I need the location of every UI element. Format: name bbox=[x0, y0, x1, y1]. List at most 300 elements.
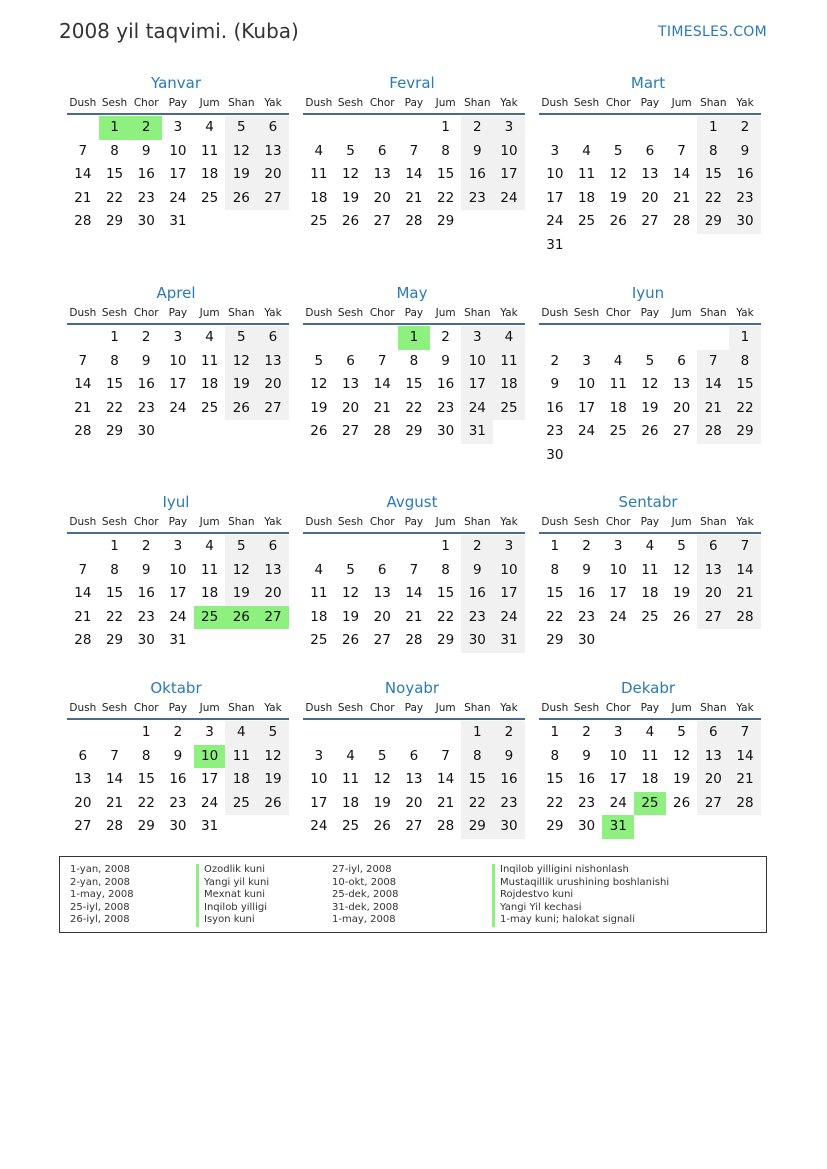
day-cell: 8 bbox=[110, 352, 119, 369]
day-cell: 10 bbox=[169, 561, 187, 578]
month-may bbox=[303, 282, 525, 444]
day-cell: 5 bbox=[257, 721, 289, 745]
day-cell: 19 bbox=[673, 771, 691, 787]
day-cell: 4 bbox=[346, 747, 355, 764]
weekday-label: Shan bbox=[464, 97, 491, 109]
weekday-label: Pay bbox=[404, 702, 424, 714]
legend-date: 27-iyl, 2008 bbox=[332, 864, 392, 875]
day-cell: 9 bbox=[173, 747, 183, 764]
weekday-label: Jum bbox=[671, 307, 692, 319]
day-cell: 26 bbox=[673, 794, 691, 811]
day-cell: 10 bbox=[609, 561, 627, 578]
day-cell: 22 bbox=[105, 399, 124, 416]
day-cell: 11 bbox=[577, 166, 596, 182]
day-cell: 22 bbox=[729, 397, 761, 421]
weekday-label: Jum bbox=[199, 97, 220, 109]
day-cell: 12 bbox=[225, 140, 257, 164]
weekday-label: Yak bbox=[500, 516, 518, 528]
day-cell: 14 bbox=[74, 376, 92, 392]
day-cell: 21 bbox=[405, 608, 423, 625]
day-cell: 31 bbox=[169, 213, 187, 229]
weekday-header bbox=[539, 94, 761, 115]
empty-cell bbox=[398, 116, 430, 140]
month-fevral bbox=[303, 72, 525, 234]
weekday-label: Shan bbox=[228, 702, 255, 714]
day-cell: 20 bbox=[697, 582, 729, 606]
day-cell: 31 bbox=[546, 236, 564, 253]
day-cell: 28 bbox=[74, 632, 92, 648]
day-cell: 25 bbox=[225, 792, 257, 816]
day-cell: 25 bbox=[641, 608, 659, 625]
day-cell: 10 bbox=[577, 376, 596, 392]
day-cell: 12 bbox=[225, 350, 257, 374]
day-cell: 26 bbox=[257, 792, 289, 816]
empty-cell bbox=[430, 721, 462, 745]
day-cell: 26 bbox=[341, 632, 360, 648]
day-cell: 1 bbox=[550, 538, 560, 554]
day-grid bbox=[67, 721, 289, 839]
day-cell: 12 bbox=[609, 166, 627, 182]
weekday-label: Sesh bbox=[573, 307, 600, 319]
weekday-label: Dush bbox=[541, 516, 569, 528]
empty-cell bbox=[303, 535, 335, 559]
day-cell: 23 bbox=[461, 187, 493, 211]
day-cell: 26 bbox=[641, 423, 659, 439]
day-cell: 10 bbox=[461, 350, 493, 374]
day-cell: 13 bbox=[74, 771, 92, 787]
weekday-label: Yak bbox=[736, 307, 754, 319]
day-cell: 25 bbox=[201, 399, 219, 416]
day-cell: 20 bbox=[641, 189, 659, 206]
day-cell: 7 bbox=[677, 142, 686, 159]
day-cell: 14 bbox=[74, 166, 92, 182]
day-cell: 17 bbox=[310, 794, 328, 811]
day-cell: 4 bbox=[645, 724, 655, 740]
legend-date: 25-iyl, 2008 bbox=[70, 901, 130, 913]
day-cell: 7 bbox=[729, 535, 761, 559]
day-cell: 6 bbox=[377, 561, 387, 578]
day-cell: 8 bbox=[550, 561, 560, 578]
day-cell: 14 bbox=[729, 745, 761, 769]
day-cell: 31 bbox=[493, 629, 525, 653]
empty-cell bbox=[366, 326, 398, 350]
day-cell: 22 bbox=[437, 608, 455, 625]
day-cell: 14 bbox=[437, 771, 455, 787]
day-cell: 19 bbox=[673, 585, 691, 601]
day-cell: 27 bbox=[641, 213, 659, 229]
empty-cell bbox=[335, 326, 367, 350]
day-cell: 2 bbox=[461, 116, 493, 140]
day-cell: 23 bbox=[577, 608, 596, 625]
weekday-label: Dush bbox=[541, 702, 569, 714]
day-cell: 25 bbox=[341, 818, 360, 834]
day-cell: 15 bbox=[437, 166, 455, 182]
day-cell: 27 bbox=[257, 397, 289, 421]
day-cell: 15 bbox=[546, 585, 564, 601]
day-cell: 5 bbox=[225, 116, 257, 140]
empty-cell bbox=[666, 116, 698, 140]
day-cell: 20 bbox=[341, 399, 360, 416]
day-cell: 27 bbox=[74, 818, 92, 834]
month-name: Fevral bbox=[389, 74, 435, 92]
weekday-label: Dush bbox=[305, 97, 333, 109]
day-cell: 31 bbox=[169, 632, 187, 648]
day-cell: 11 bbox=[201, 352, 219, 369]
month-name: Avgust bbox=[386, 493, 438, 511]
weekday-label: Pay bbox=[168, 307, 188, 319]
day-cell: 10 bbox=[546, 166, 564, 182]
empty-cell bbox=[303, 326, 335, 350]
day-grid bbox=[67, 326, 289, 444]
day-cell: 25 bbox=[201, 189, 219, 206]
day-cell: 18 bbox=[201, 585, 219, 601]
day-cell: 27 bbox=[373, 632, 391, 648]
day-cell: 4 bbox=[225, 721, 257, 745]
weekday-header bbox=[67, 304, 289, 325]
day-cell: 28 bbox=[373, 423, 391, 439]
weekday-label: Sesh bbox=[101, 307, 128, 319]
day-cell: 9 bbox=[141, 142, 151, 159]
day-cell: 13 bbox=[697, 745, 729, 769]
day-cell: 9 bbox=[461, 140, 493, 164]
weekday-label: Yak bbox=[500, 97, 518, 109]
empty-cell bbox=[99, 721, 131, 745]
day-cell: 5 bbox=[613, 142, 623, 159]
day-grid bbox=[67, 535, 289, 653]
day-cell: 15 bbox=[105, 585, 124, 601]
day-cell: 10 bbox=[310, 771, 328, 787]
weekday-label: Pay bbox=[640, 97, 660, 109]
day-cell: 27 bbox=[373, 213, 391, 229]
day-cell: 30 bbox=[437, 423, 455, 439]
month-name: Aprel bbox=[156, 284, 196, 302]
day-cell: 30 bbox=[137, 213, 155, 229]
day-cell: 9 bbox=[493, 745, 525, 769]
day-cell: 17 bbox=[461, 373, 493, 397]
day-cell: 9 bbox=[141, 561, 151, 578]
weekday-label: Chor bbox=[133, 307, 159, 319]
month-name: Sentabr bbox=[618, 493, 678, 511]
weekday-label: Chor bbox=[369, 307, 395, 319]
empty-cell bbox=[303, 721, 335, 745]
day-cell: 22 bbox=[546, 794, 564, 811]
day-cell: 13 bbox=[373, 585, 391, 601]
day-cell: 28 bbox=[405, 213, 423, 229]
weekday-label: Dush bbox=[541, 97, 569, 109]
day-cell: 12 bbox=[341, 166, 360, 182]
day-cell: 2 bbox=[461, 535, 493, 559]
weekday-label: Yak bbox=[264, 702, 282, 714]
weekday-label: Jum bbox=[435, 516, 456, 528]
day-cell: 29 bbox=[546, 818, 564, 834]
day-cell: 24 bbox=[493, 187, 525, 211]
day-cell: 26 bbox=[310, 423, 328, 439]
holiday-day-cell: 31 bbox=[602, 815, 634, 839]
day-cell: 11 bbox=[609, 376, 627, 392]
day-cell: 10 bbox=[493, 559, 525, 583]
day-cell: 30 bbox=[577, 632, 596, 648]
day-cell: 29 bbox=[105, 423, 124, 439]
legend-date: 2-yan, 2008 bbox=[70, 876, 130, 888]
day-cell: 6 bbox=[377, 142, 387, 159]
empty-cell bbox=[398, 721, 430, 745]
day-cell: 22 bbox=[546, 608, 564, 625]
day-cell: 12 bbox=[673, 561, 691, 578]
day-cell: 23 bbox=[461, 606, 493, 630]
empty-cell bbox=[634, 116, 666, 140]
day-cell: 8 bbox=[110, 561, 119, 578]
empty-cell bbox=[67, 326, 99, 350]
weekday-label: Pay bbox=[168, 97, 188, 109]
weekday-label: Shan bbox=[228, 97, 255, 109]
day-cell: 6 bbox=[346, 352, 355, 369]
empty-cell bbox=[539, 326, 571, 350]
day-cell: 7 bbox=[409, 142, 419, 159]
day-cell: 16 bbox=[546, 399, 564, 416]
day-cell: 20 bbox=[373, 608, 391, 625]
day-cell: 9 bbox=[461, 559, 493, 583]
day-cell: 9 bbox=[550, 376, 560, 392]
day-cell: 21 bbox=[729, 582, 761, 606]
day-cell: 29 bbox=[729, 420, 761, 444]
day-cell: 4 bbox=[493, 326, 525, 350]
weekday-label: Dush bbox=[69, 97, 97, 109]
day-cell: 29 bbox=[105, 632, 124, 648]
day-cell: 3 bbox=[582, 352, 591, 369]
day-cell: 11 bbox=[201, 142, 219, 159]
legend-names-col-2 bbox=[492, 864, 669, 927]
day-cell: 19 bbox=[225, 163, 257, 187]
day-cell: 9 bbox=[582, 561, 591, 578]
day-cell: 1 bbox=[441, 119, 450, 135]
month-aprel bbox=[67, 282, 289, 444]
day-cell: 13 bbox=[257, 140, 289, 164]
legend-holiday-name: Isyon kuni bbox=[204, 914, 255, 925]
day-cell: 14 bbox=[74, 585, 92, 601]
day-cell: 29 bbox=[546, 632, 564, 648]
day-cell: 2 bbox=[173, 724, 183, 740]
month-name: May bbox=[396, 284, 428, 302]
day-cell: 3 bbox=[173, 538, 183, 554]
day-cell: 18 bbox=[341, 794, 360, 811]
day-cell: 26 bbox=[225, 187, 257, 211]
empty-cell bbox=[571, 116, 603, 140]
day-cell: 16 bbox=[461, 163, 493, 187]
day-cell: 17 bbox=[169, 376, 187, 392]
weekday-label: Dush bbox=[305, 702, 333, 714]
day-cell: 3 bbox=[493, 535, 525, 559]
weekday-label: Chor bbox=[133, 702, 159, 714]
empty-cell bbox=[303, 116, 335, 140]
day-cell: 3 bbox=[173, 119, 183, 135]
weekday-label: Shan bbox=[700, 97, 727, 109]
day-cell: 18 bbox=[641, 585, 659, 601]
weekday-label: Jum bbox=[199, 516, 220, 528]
weekday-label: Chor bbox=[605, 97, 631, 109]
month-name: Iyun bbox=[631, 284, 665, 302]
day-cell: 28 bbox=[673, 213, 691, 229]
day-cell: 1 bbox=[550, 724, 560, 740]
day-cell: 9 bbox=[441, 352, 450, 369]
day-cell: 19 bbox=[373, 794, 391, 811]
day-cell: 22 bbox=[405, 399, 423, 416]
day-cell: 25 bbox=[310, 213, 328, 229]
legend-date: 1-yan, 2008 bbox=[70, 864, 130, 875]
day-cell: 1 bbox=[110, 329, 119, 345]
day-cell: 18 bbox=[310, 608, 328, 625]
day-cell: 5 bbox=[677, 724, 686, 740]
empty-cell bbox=[602, 116, 634, 140]
weekday-label: Chor bbox=[133, 516, 159, 528]
day-cell: 20 bbox=[74, 794, 92, 811]
day-cell: 29 bbox=[697, 210, 729, 234]
day-cell: 23 bbox=[493, 792, 525, 816]
day-cell: 18 bbox=[609, 399, 627, 416]
day-cell: 31 bbox=[201, 818, 219, 834]
weekday-label: Pay bbox=[640, 702, 660, 714]
day-cell: 16 bbox=[137, 585, 155, 601]
day-cell: 25 bbox=[310, 632, 328, 648]
weekday-header bbox=[539, 304, 761, 325]
day-cell: 23 bbox=[169, 794, 187, 811]
weekday-label: Pay bbox=[404, 516, 424, 528]
month-name: Mart bbox=[630, 74, 666, 92]
day-cell: 30 bbox=[169, 818, 187, 834]
day-cell: 12 bbox=[341, 585, 360, 601]
weekday-label: Dush bbox=[541, 307, 569, 319]
day-cell: 30 bbox=[577, 818, 596, 834]
day-cell: 6 bbox=[697, 721, 729, 745]
day-cell: 3 bbox=[550, 142, 560, 159]
day-cell: 15 bbox=[105, 376, 124, 392]
weekday-label: Chor bbox=[369, 97, 395, 109]
weekday-label: Pay bbox=[640, 307, 660, 319]
weekday-label: Chor bbox=[605, 516, 631, 528]
day-cell: 24 bbox=[546, 213, 564, 229]
day-cell: 6 bbox=[697, 535, 729, 559]
day-cell: 5 bbox=[346, 142, 355, 159]
legend-holiday-name: Ozodlik kuni bbox=[204, 864, 266, 875]
month-name: Dekabr bbox=[620, 679, 676, 697]
day-cell: 3 bbox=[205, 724, 214, 740]
legend-date: 10-okt, 2008 bbox=[332, 876, 397, 888]
day-cell: 29 bbox=[137, 818, 155, 834]
day-grid bbox=[303, 116, 525, 234]
weekday-label: Dush bbox=[69, 307, 97, 319]
empty-cell bbox=[67, 721, 99, 745]
day-cell: 1 bbox=[441, 538, 450, 554]
day-cell: 9 bbox=[729, 140, 761, 164]
month-yanvar bbox=[67, 72, 289, 234]
day-cell: 21 bbox=[729, 768, 761, 792]
day-cell: 10 bbox=[169, 142, 187, 159]
weekday-label: Sesh bbox=[337, 307, 364, 319]
day-cell: 23 bbox=[137, 189, 155, 206]
day-cell: 28 bbox=[74, 213, 92, 229]
day-grid bbox=[539, 326, 761, 467]
month-iyul bbox=[67, 491, 289, 653]
day-cell: 28 bbox=[105, 818, 124, 834]
empty-cell bbox=[335, 535, 367, 559]
legend-holiday-name: 1-may kuni; halokat signali bbox=[500, 914, 635, 925]
legend-holiday-name: Yangi yil kuni bbox=[204, 876, 270, 888]
month-mart bbox=[539, 72, 761, 257]
day-cell: 11 bbox=[493, 350, 525, 374]
day-cell: 17 bbox=[169, 585, 187, 601]
day-cell: 24 bbox=[609, 794, 627, 811]
day-cell: 7 bbox=[441, 747, 450, 764]
day-cell: 24 bbox=[609, 608, 627, 625]
day-cell: 16 bbox=[461, 582, 493, 606]
day-cell: 24 bbox=[310, 818, 328, 834]
day-cell: 2 bbox=[582, 724, 591, 740]
day-cell: 15 bbox=[405, 376, 423, 392]
weekday-label: Chor bbox=[369, 702, 395, 714]
empty-cell bbox=[602, 326, 634, 350]
holiday-day-cell: 1 bbox=[99, 116, 131, 140]
day-cell: 10 bbox=[609, 747, 627, 764]
day-grid bbox=[67, 116, 289, 234]
day-cell: 6 bbox=[257, 116, 289, 140]
legend-holiday-name: Yangi Yil kechasi bbox=[500, 901, 582, 913]
day-cell: 21 bbox=[74, 608, 92, 625]
weekday-label: Shan bbox=[228, 307, 255, 319]
day-cell: 13 bbox=[697, 559, 729, 583]
day-cell: 12 bbox=[225, 559, 257, 583]
weekday-label: Yak bbox=[264, 307, 282, 319]
day-cell: 16 bbox=[137, 376, 155, 392]
day-cell: 17 bbox=[609, 585, 627, 601]
weekday-label: Shan bbox=[464, 516, 491, 528]
day-cell: 3 bbox=[493, 116, 525, 140]
day-cell: 19 bbox=[257, 768, 289, 792]
empty-cell bbox=[666, 326, 698, 350]
day-cell: 16 bbox=[729, 163, 761, 187]
day-cell: 3 bbox=[173, 329, 183, 345]
day-cell: 15 bbox=[729, 373, 761, 397]
day-cell: 16 bbox=[577, 771, 596, 787]
day-cell: 30 bbox=[546, 446, 564, 463]
day-cell: 6 bbox=[257, 535, 289, 559]
weekday-label: Jum bbox=[199, 702, 220, 714]
weekday-label: Yak bbox=[500, 307, 518, 319]
day-cell: 1 bbox=[110, 538, 119, 554]
day-cell: 2 bbox=[550, 352, 560, 369]
day-cell: 19 bbox=[341, 189, 360, 206]
day-cell: 22 bbox=[437, 189, 455, 206]
day-cell: 22 bbox=[105, 608, 124, 625]
weekday-label: Sesh bbox=[101, 97, 128, 109]
day-cell: 17 bbox=[169, 166, 187, 182]
day-cell: 7 bbox=[409, 561, 419, 578]
day-cell: 5 bbox=[314, 352, 324, 369]
day-cell: 14 bbox=[729, 559, 761, 583]
month-name: Iyul bbox=[162, 493, 190, 511]
weekday-header bbox=[303, 304, 525, 325]
holiday-day-cell: 1 bbox=[398, 326, 430, 350]
legend-dates-col-2 bbox=[332, 864, 398, 927]
legend-date: 25-dek, 2008 bbox=[332, 889, 399, 900]
day-cell: 8 bbox=[461, 745, 493, 769]
day-cell: 23 bbox=[577, 794, 596, 811]
day-cell: 12 bbox=[673, 747, 691, 764]
weekday-label: Pay bbox=[168, 516, 188, 528]
weekday-label: Pay bbox=[640, 516, 660, 528]
day-cell: 21 bbox=[437, 794, 455, 811]
day-cell: 14 bbox=[673, 166, 691, 182]
day-cell: 18 bbox=[201, 376, 219, 392]
site-logo-link[interactable]: TIMESLES.COM bbox=[658, 24, 767, 40]
